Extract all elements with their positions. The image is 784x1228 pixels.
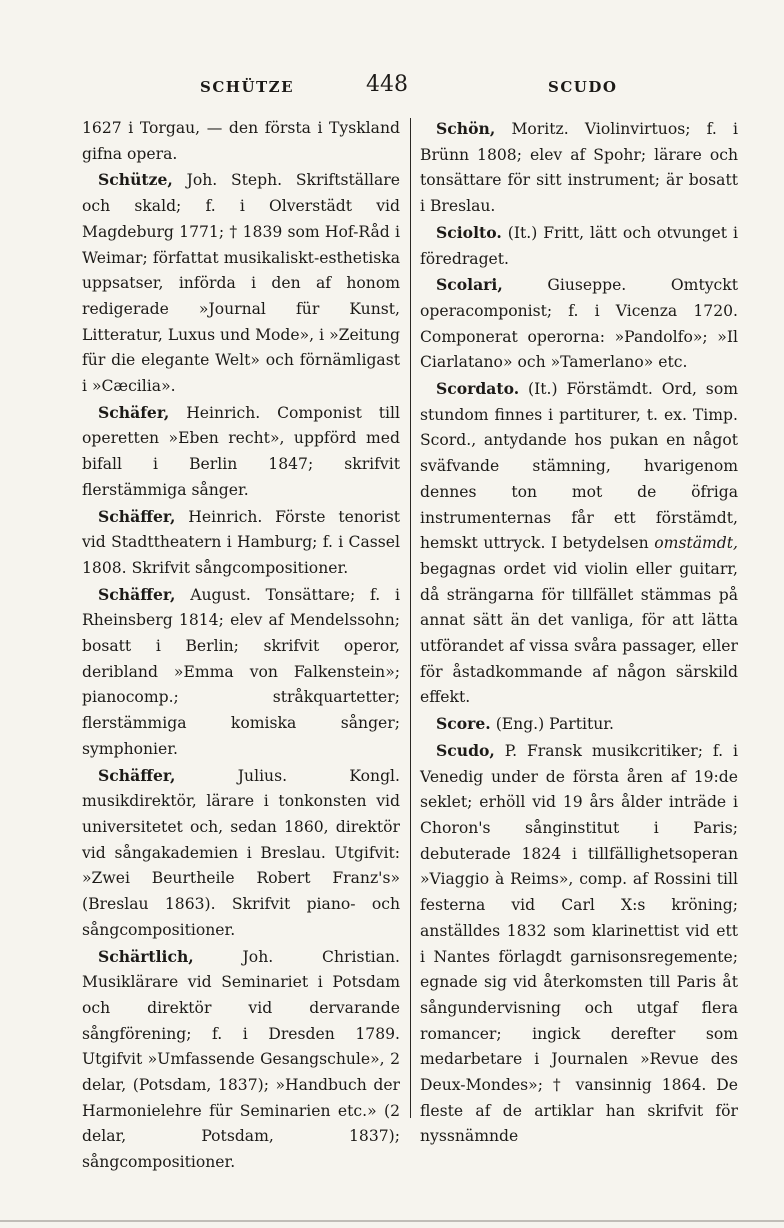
entry-text: Joh. Christian. Musiklärare vid Seminariet i Potsdam och direktör vid dervarande sångförening; f. i Dresden 1789. Utgifvit »Umfassende Gesangschule», 2 delar, (Potsdam, 1837); »Handbuch der Harmonielehre für Seminarien etc.» (2 delar, Potsdam, 1837); sångcompositioner.	[82, 947, 400, 1172]
running-head-left: SCHÜTZE	[200, 78, 295, 96]
entry-text: (It.) Förstämdt. Ord, som stundom finnes i partiturer, t. ex. Timp. Scord., antydande hos pukan en något sväfvande stämning, hvarigenom dennes ton mot de öfriga instrumenternas får ett förstämdt, hemskt uttryck. I betydelsen	[420, 380, 738, 553]
entry-schaffer-august	[82, 582, 400, 763]
entry-text: Heinrich. Förste tenorist vid Stadttheatern i Hamburg; f. i Cassel 1808. Skrifvit sångcompositioner.	[82, 507, 400, 577]
entry-headword: Score.	[436, 714, 491, 734]
entry-schaffer-heinrich	[82, 504, 400, 582]
entry-text: 1627 i Torgau, — den första i Tyskland gifna opera.	[82, 119, 400, 163]
right-column	[420, 116, 738, 1150]
entry-headword: Scolari,	[436, 275, 503, 295]
left-column	[82, 116, 400, 1176]
entry-headword: Schäffer,	[98, 584, 176, 604]
entry-emphasis: omstämdt,	[654, 534, 738, 553]
entry-text: Moritz. Violinvirtuos; f. i Brünn 1808; elev af Spohr; lärare och tonsättare för sitt instrument; är bosatt i Breslau.	[420, 120, 738, 216]
entry-text: P. Fransk musikcritiker; f. i Venedig under de första åren af 19:de seklet; erhöll vid 19 års ålder inträde i Choron's sånginstitut i Paris; debuterade 1824 i tillfällighetsoperan »Viaggio à Reims», comp. af Rossini till festerna vid Carl X:s kröning; anställdes 1832 som klarinettist vid ett i Nantes förlagdt garnisonsregemente; egnade sig vid återkomsten till Paris åt sångundervisning och utgaf flera romancer; ingick derefter som medarbetare i Journalen »Revue des Deux-Mondes»; † vansinnig 1864. De fleste af de artiklar han skrifvit för nyssnämnde	[420, 741, 738, 1146]
page-number: 448	[366, 72, 408, 97]
running-header	[0, 72, 784, 102]
entry-headword: Schäffer,	[98, 506, 176, 526]
entry-headword: Sciolto.	[436, 222, 502, 242]
entry-headword: Scordato.	[436, 379, 520, 399]
entry-continuation	[82, 116, 400, 167]
entry-headword: Schäffer,	[98, 765, 176, 785]
entry-text: Joh. Steph. Skriftställare och skald; f. i Olverstädt vid Magdeburg 1771; † 1839 som Hof-Råd i Weimar; författat musikaliskt-esthetiska uppsatser, införda i den af honom redigerade »Journal für Kunst, Litteratur, Luxus und Mode», i »Zeitung für die elegante Welt» och förnämligast i »Cæcilia».	[82, 171, 400, 396]
entry-text: Julius. Kongl. musikdirektör, lärare i tonkonsten vid universitetet och, sedan 1860, direktör vid sångakademien i Breslau. Utgifvit: »Zwei Beurtheile Robert Franz's» (Breslau 1863). Skrifvit piano- och sångcompositioner.	[82, 766, 400, 939]
page-edge	[0, 1220, 784, 1222]
entry-schon	[420, 116, 738, 220]
column-divider	[410, 118, 411, 1118]
entry-text: August. Tonsättare; f. i Rheinsberg 1814; elev af Mendelssohn; bosatt i Berlin; skrifvit operor, deribland »Emma von Falkenstein»; pianocomp.; stråkquartetter; flerstämmiga komiska sånger; symphonier.	[82, 585, 400, 758]
entry-headword: Schön,	[436, 119, 496, 138]
entry-headword: Schäfer,	[98, 402, 170, 422]
entry-text: Giuseppe. Omtyckt operacomponist; f. i Vicenza 1720. Componerat operorna: »Pandolfo»; »Il Ciarlatano» och »Tamerlano» etc.	[420, 276, 738, 372]
entry-text: begagnas ordet vid violin eller guitarr, då strängarna för tillfället stämmas på annat sätt än det vanliga, för att lätta utförandet af vissa svåra passager, eller för åstadkommande af någon särskild effekt.	[420, 559, 738, 707]
entry-text: Heinrich. Componist till operetten »Eben recht», uppförd med bifall i Berlin 1847; skrifvit flerstämmiga sånger.	[82, 403, 400, 499]
entry-schutze	[82, 167, 400, 399]
entry-sciolto	[420, 220, 738, 272]
entry-scudo	[420, 738, 738, 1150]
entry-headword: Scudo,	[436, 740, 495, 760]
entry-scordato	[420, 376, 738, 711]
running-head-right: SCUDO	[548, 78, 618, 96]
entry-schaffer-julius	[82, 763, 400, 944]
entry-headword: Schütze,	[98, 170, 173, 190]
entry-scolari	[420, 272, 738, 376]
entry-score	[420, 711, 738, 738]
entry-headword: Schärtlich,	[98, 946, 194, 966]
entry-schafer	[82, 400, 400, 504]
entry-text: (Eng.) Partitur.	[490, 715, 614, 734]
entry-schartlich	[82, 944, 400, 1176]
entry-text: (It.) Fritt, lätt och otvunget i föredraget.	[420, 223, 738, 268]
